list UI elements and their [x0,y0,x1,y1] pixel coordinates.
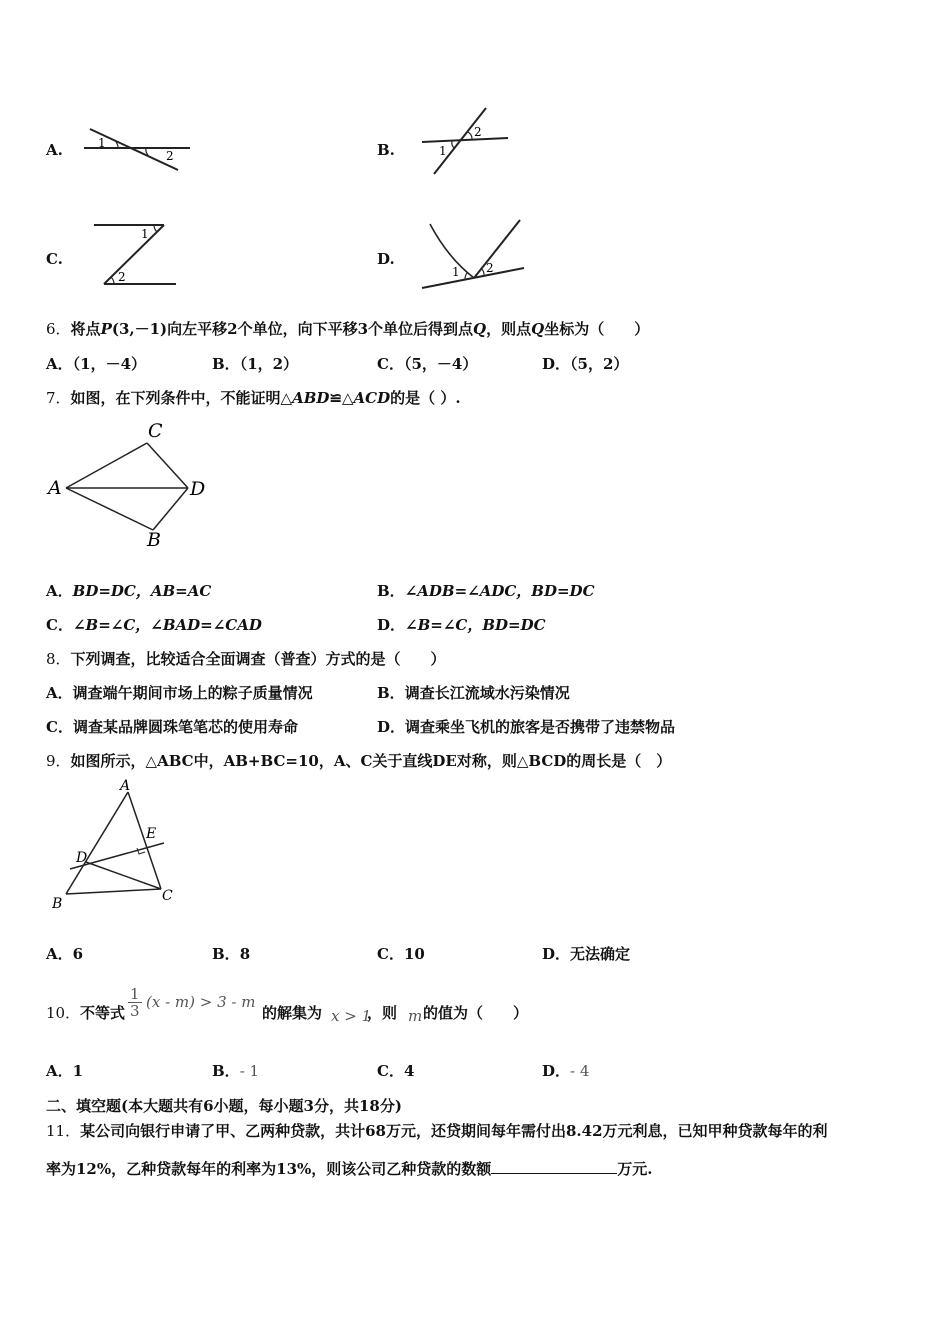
q9-option-a: A．6 [46,945,84,963]
q9-side-bc [66,889,161,894]
q5c-angle-1: 1 [141,227,149,241]
section-2-title: 二、填空题(本大题共有6小题，每小题3分，共18分) [46,1097,402,1115]
q7-side-cd [147,443,188,488]
q10-option-c: C．4 [377,1062,415,1080]
q7-side-ac [66,443,147,488]
q9-side-ab [66,792,128,894]
q9-option-b: B．8 [212,945,251,963]
q6-point-p: P [100,320,112,338]
q7-label-b: B [147,529,161,551]
q7-option-b: B．∠ADB=∠ADC，BD=DC [377,582,595,600]
q7-label-d: D [190,478,206,500]
q5c-angle-2: 2 [118,270,126,284]
q5b-horizontal-line [422,138,508,142]
q5-option-d-figure [418,216,528,292]
q5b-angle-1: 1 [439,144,447,158]
q6-stem-end: 坐标为（ ） [544,320,650,338]
q10-stem-mid2: ，则 [367,1004,398,1022]
q6-point-q: Q [473,320,487,338]
q9-label-e: E [146,826,157,842]
q9-number: 9． [46,752,71,770]
q5c-transversal [104,225,164,284]
q7-side-bd [153,488,188,530]
q5d-angle-1: 1 [452,265,460,279]
q5-option-a-figure [80,122,195,174]
q11-answer-blank[interactable] [491,1159,617,1174]
q6-point-q-2: Q [531,320,545,338]
q9-segment-dc [86,862,161,889]
q10-stem-post: 的值为（ ） [423,1004,529,1022]
q10-option-d: D．- 4 [542,1062,590,1080]
q8-number: 8． [46,650,71,668]
q10-frac-num: 1 [130,985,140,1003]
q10-stem-mid: 的解集为 [262,1004,323,1022]
q6-option-c: C．（5，－4） [377,355,478,373]
q7-figure [44,418,214,553]
q11-number: 11． [46,1122,81,1140]
q6-number: 6． [46,320,71,338]
q10-option-b: B．- 1 [212,1062,260,1080]
q5b-angle-2: 2 [474,125,482,139]
q10-fraction [128,986,142,1019]
q10-condition: x > 1 [331,1007,372,1025]
q7-label-c: C [148,420,163,442]
q7-option-a: A．BD=DC，AB=AC [46,582,212,600]
q5-option-d-letter: D. [377,250,395,268]
q6-option-a: A．（1，－4） [46,355,147,373]
q8-option-a: A．调查端午期间市场上的粽子质量情况 [46,684,313,702]
q8-stem: 8．下列调查，比较适合全面调查（普查）方式的是（ ） [46,650,446,668]
q10-stem-pre: 不等式 [80,1004,126,1022]
q7-stem: 7．如图，在下列条件中，不能证明△ABD≌△ACD的是（ ）. [46,389,461,407]
q9-label-a: A [120,778,131,794]
q5d-angle-2: 2 [486,261,494,275]
q11-line-1: 11．某公司向银行申请了甲、乙两种贷款，共计68万元，还贷期间每年需付出8.42万元利息，已知甲种贷款每年的利 [46,1122,828,1140]
q5a-angle-2: 2 [166,149,174,163]
q5-option-c-figure [90,218,185,290]
q9-label-b: B [52,896,63,912]
q10-variable: m [408,1007,423,1025]
q6-stem [46,319,649,339]
q7-side-ab [66,488,153,530]
q9-option-d: D．无法确定 [542,945,631,963]
q7-option-d: D．∠B=∠C，BD=DC [377,616,546,634]
q11-line-2: 率为12%，乙种贷款每年的利率为13%，则该公司乙种贷款的数额 万元. [46,1160,653,1178]
q5-option-b-figure [420,104,515,179]
q8-option-c: C．调查某品牌圆珠笔笔芯的使用寿命 [46,718,298,736]
q7-option-c: C．∠B=∠C，∠BAD=∠CAD [46,616,262,634]
q6-option-d: D．（5，2） [542,355,629,373]
q10-expression: (x - m) > 3 - m [146,993,256,1011]
q6-coords: (3,－1) [111,320,168,338]
q9-stem: 9．如图所示，△ABC中，AB+BC=10，A、C关于直线DE对称，则△BCD的周长是（ ） [46,752,672,770]
q6-stem-pre: 将点 [70,320,101,338]
q6-stem-post: ，则点 [486,320,532,338]
q9-label-c: C [162,888,173,904]
q5-option-b-letter: B. [377,141,395,159]
q5a-angle-1: 1 [98,136,106,150]
q6-stem-mid: 向左平移2个单位，向下平移3个单位后得到点 [167,320,474,338]
q8-option-b: B．调查长江流域水污染情况 [377,684,570,702]
q8-option-d: D．调查乘坐飞机的旅客是否携带了违禁物品 [377,718,676,736]
q9-label-d: D [76,850,88,866]
q7-label-a: A [48,477,62,499]
q9-option-c: C．10 [377,945,425,963]
q10-number: 10． [46,1004,81,1022]
q7-number: 7． [46,389,71,407]
q9-figure [48,776,183,916]
q6-option-b: B．（1，2） [212,355,299,373]
q10-option-a: A．1 [46,1062,84,1080]
q5-option-a-letter: A. [46,141,63,159]
q5-option-c-letter: C. [46,250,63,268]
q10-frac-den: 3 [130,1002,140,1020]
